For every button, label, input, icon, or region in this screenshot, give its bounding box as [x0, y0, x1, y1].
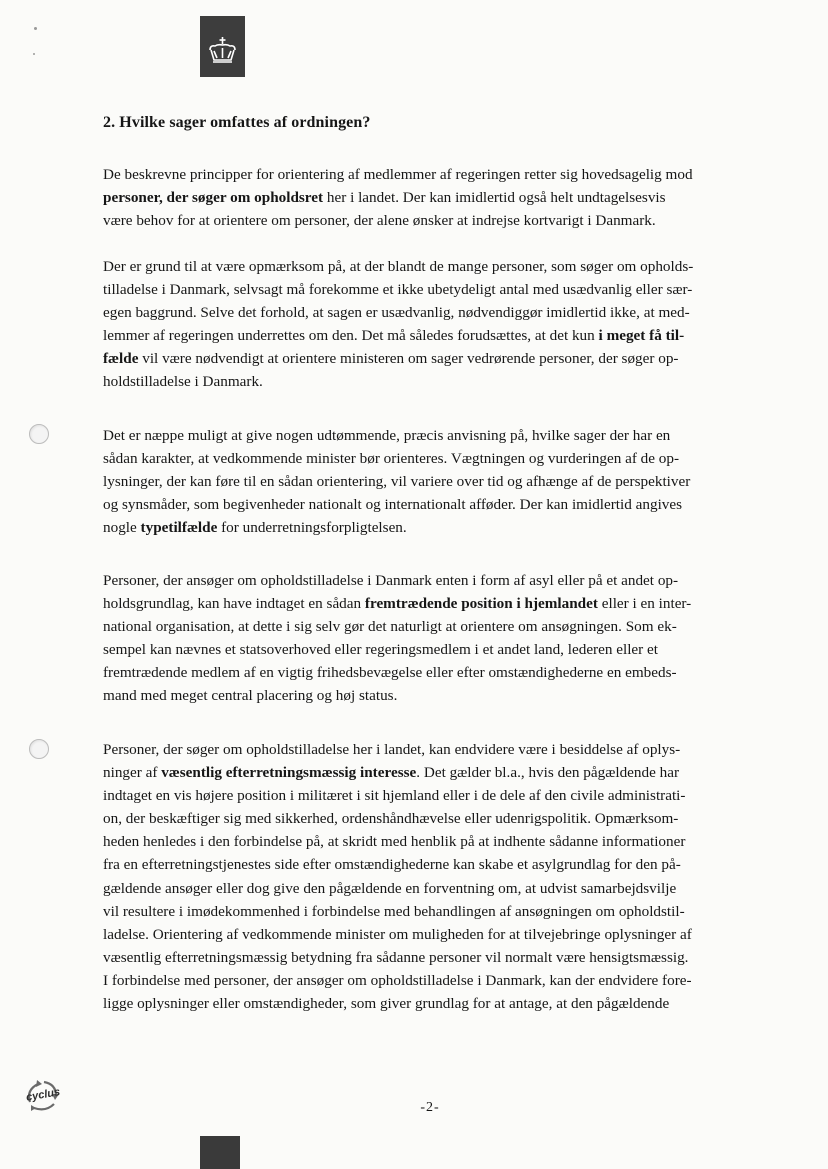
- text-line: [103, 738, 753, 761]
- scan-speck: [33, 53, 35, 55]
- paragraph: [103, 163, 753, 232]
- text-run: Personer, der søger om opholdstilladelse her i landet, kan endvidere være i besiddelse af oplys-: [103, 741, 681, 758]
- paragraph: [103, 738, 753, 969]
- text-line: [103, 301, 753, 324]
- crown-icon: [206, 36, 239, 64]
- text-run: vil resultere i imødekommenhed i forbindelse med behandlingen af ansøgningen om opholdstil-: [103, 902, 685, 920]
- text-line: [103, 424, 753, 447]
- text-line: [103, 784, 753, 807]
- scan-edge-mark: [200, 1136, 240, 1169]
- text-run: . Det gælder bl.a., hvis den pågældende har: [416, 764, 680, 782]
- paragraph: [103, 969, 753, 1015]
- text-line: [103, 877, 753, 900]
- text-run: her i landet. Der kan imidlertid også helt undtagelsesvis: [323, 189, 666, 207]
- text-run: mand med meget central placering og høj status.: [103, 687, 398, 705]
- text-run: on, der beskæftiger sig med sikkerhed, ordenshåndhævelse eller udenrigspolitik. Opmærksom-: [103, 810, 679, 828]
- text-run: Personer, der ansøger om opholdstilladelse i Danmark enten i form af asyl eller på et andet op-: [103, 572, 679, 589]
- text-line: [103, 516, 753, 539]
- bold-phrase: i meget få til-: [598, 327, 685, 345]
- text-line: [103, 370, 753, 393]
- page-number: -2-: [420, 1100, 440, 1115]
- text-run: sådan karakter, at vedkommende minister bør orienteres. Vægtningen og vurderingen af de op-: [103, 450, 680, 468]
- binder-punch-hole: [29, 424, 49, 444]
- text-line: [103, 447, 753, 470]
- text-line: [103, 209, 753, 232]
- text-run: holdsgrundlag, kan have indtaget en sådan: [103, 595, 365, 613]
- text-line: [103, 900, 753, 923]
- text-run: De beskrevne principper for orientering af medlemmer af regeringen retter sig hovedsagelig mod: [103, 166, 693, 183]
- text-line: [103, 661, 753, 684]
- text-run: væsentlig efterretningsmæssig betydning fra sådanne personer vil normalt være hensigtsmæssig.: [103, 948, 689, 966]
- text-run: Det er næppe muligt at give nogen udtømmende, præcis anvisning på, hvilke sager der har en: [103, 427, 671, 444]
- text-run: indtaget en vis højere position i militæret i sit hjemland eller i de dele af den civile administrati-: [103, 787, 686, 805]
- text-run: egen baggrund. Selve det forhold, at sagen er usædvanlig, nødvendiggør imidlertid ikke, at med-: [103, 304, 690, 322]
- text-run: national organisation, at dette i sig selv gør det naturligt at orientere om ansøgningen. Som ek-: [103, 618, 677, 636]
- text-run: eller i en inter-: [597, 595, 692, 613]
- text-line: [103, 853, 753, 876]
- text-line: [103, 163, 753, 186]
- text-line: [103, 186, 753, 209]
- text-run: gældende ansøger eller dog give den pågældende en forventning om, at udvist samarbejdsvilje: [103, 879, 677, 897]
- bold-phrase: fælde: [103, 350, 139, 368]
- paragraph: [103, 424, 753, 539]
- paragraph: [103, 569, 753, 708]
- binder-punch-hole: [29, 739, 49, 759]
- text-line: [103, 324, 753, 347]
- text-line: [103, 255, 753, 278]
- text-run: ladelse. Orientering af vedkommende minister om muligheden for at tilvejebringe oplysninger af: [103, 925, 692, 943]
- text-run: ligge oplysninger eller omstændigheder, som giver grundlag for at antage, at den pågældende: [103, 995, 670, 1013]
- text-run: og synsmåder, som begivenheder nationalt og internationalt afføder. Der kan imidlertid angives: [103, 496, 683, 514]
- text-line: [103, 807, 753, 830]
- bold-phrase: væsentlig efterretningsmæssig interesse: [161, 764, 417, 782]
- text-line: [103, 969, 753, 992]
- text-run: tilladelse i Danmark, selvsagt må forekomme et ikke ubetydeligt antal med usædvanlig eller sær-: [103, 281, 693, 299]
- text-line: [103, 638, 753, 661]
- text-line: [103, 830, 753, 853]
- text-run: heden henledes i den forbindelse på, at skridt med henblik på at indhente sådanne informationer: [103, 833, 686, 851]
- text-run: vil være nødvendigt at orientere ministeren om sager vedrørende personer, der søger op-: [138, 350, 679, 368]
- text-run: fra en efterretningstjenestes side efter omstændighederne kan skabe et asylgrundlag for den på-: [103, 856, 681, 874]
- scan-speck: [34, 27, 37, 30]
- text-line: [103, 592, 753, 615]
- bold-phrase: fremtrædende position i hjemlandet: [364, 595, 598, 613]
- text-line: [103, 493, 753, 516]
- text-line: [103, 761, 753, 784]
- text-run: Der er grund til at være opmærksom på, at der blandt de mange personer, som søger om opholds-: [103, 258, 694, 275]
- text-run: lemmer af regeringen underrettes om den. Det må således forudsættes, at det kun: [103, 327, 599, 345]
- royal-crown-logo: [200, 16, 245, 77]
- text-line: [103, 992, 753, 1015]
- text-run: fremtrædende medlem af en vigtig frihedsbevægelse eller efter omstændighederne en embeds-: [103, 664, 677, 682]
- text-line: [103, 923, 753, 946]
- bold-phrase: personer, der søger om opholdsret: [103, 189, 324, 207]
- text-run: for underretningsforpligtelsen.: [217, 519, 407, 537]
- text-run: være behov for at orientere om personer, der alene ønsker at indrejse kortvarigt i Danmark.: [103, 212, 656, 230]
- cyclus-logo-text: cyclus: [25, 1086, 62, 1104]
- cyclus-recycling-logo: [22, 1076, 64, 1116]
- bold-phrase: typetilfælde: [140, 519, 218, 537]
- text-line: [103, 946, 753, 969]
- text-run: I forbindelse med personer, der ansøger om opholdstilladelse i Danmark, kan der endvidere fore-: [103, 972, 692, 989]
- text-line: [103, 684, 753, 707]
- text-line: [103, 470, 753, 493]
- paragraph: [103, 255, 753, 394]
- text-run: sempel kan nævnes et statsoverhoved eller regeringsmedlem i et andet land, lederen eller et: [103, 641, 658, 659]
- text-line: [103, 615, 753, 638]
- section-heading: 2. Hvilke sager omfattes af ordningen?: [103, 114, 371, 131]
- text-line: [103, 569, 753, 592]
- text-run: ninger af: [103, 764, 162, 782]
- text-line: [103, 278, 753, 301]
- text-run: nogle: [103, 519, 141, 537]
- text-run: holdstilladelse i Danmark.: [103, 373, 263, 391]
- text-run: lysninger, der kan føre til en sådan orientering, vil variere over tid og afhænge af de perspektiver: [103, 473, 691, 491]
- text-line: [103, 347, 753, 370]
